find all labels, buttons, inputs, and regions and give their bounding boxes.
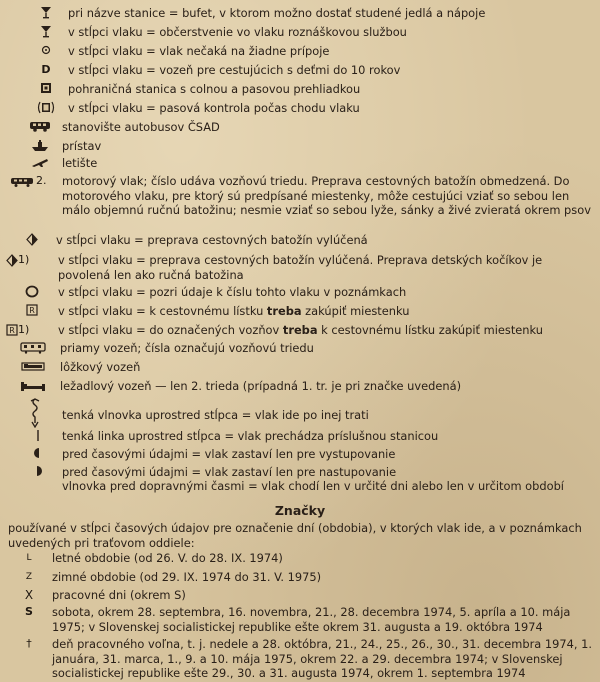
legend-text: pred časovými údajmi = vlak zastaví len pre vystupovanie: [62, 447, 396, 461]
d-icon: D: [41, 63, 51, 76]
bus-icon: [18, 120, 62, 133]
legend-text: stanovište autobusov ČSAD: [62, 120, 220, 134]
half-dot-left-icon: [16, 465, 60, 477]
glass-icon: [24, 6, 68, 19]
half-dot-right-icon: [16, 447, 60, 459]
footnote-marker: 1): [18, 253, 30, 266]
railcar-class-label: 2.: [36, 174, 47, 187]
day-mark-symbol: Z: [25, 572, 33, 582]
passport-icon: [24, 101, 68, 114]
legend-text: v stĺpci vlaku = občerstvenie vo vlaku roznáškovou službou: [68, 25, 407, 39]
legend-text: tenká linka uprostred stĺpca = vlak prechádza príslušnou stanicou: [62, 429, 439, 443]
sleeper-icon: [8, 360, 58, 373]
section-heading: Značky: [274, 503, 326, 518]
diamond-icon: [10, 233, 54, 246]
customs-icon: [24, 82, 68, 94]
railcar-icon: [10, 174, 62, 188]
r-box-icon: [10, 304, 54, 316]
legend-text: vlnovka pred dopravnými časmi = vlak chodí len v určité dni alebo len v určitom období: [62, 479, 564, 493]
r-box-icon: [6, 323, 56, 337]
legend-text: priamy vozeň; čísla označujú vozňovú triedu: [60, 341, 314, 355]
legend-text: v stĺpci vlaku = k cestovnému lístku treba zakúpiť miestenku: [58, 304, 410, 318]
legend-text: tenká vlnovka uprostred stĺpca = vlak ide po inej trati: [62, 408, 369, 422]
legend-text: prístav: [62, 139, 102, 153]
legend-text: motorový vlak; číslo udáva vozňovú triedu. Preprava cestovných batožín obmedzená. Do motorového vlaku, pre ktorý sú predpísané miestenky, môže cestujúci vziať so sebou len málo objemnú ručnú batožinu; nesmie vziať so sebou lyže, sánky a živé zvieratá okrem psov: [62, 174, 591, 218]
footnote-marker: 1): [18, 323, 30, 336]
day-mark-symbol: L: [26, 553, 32, 563]
coach-icon: [8, 341, 58, 354]
legend-text: pred časovými údajmi = vlak zastaví len pre nastupovanie: [62, 465, 397, 479]
couchette-icon: [8, 379, 58, 392]
day-mark-text: sobota, okrem 28. septembra, 16. novembra, 21., 28. decembra 1974, 5. apríla a 10. mája 1975; v Slovenskej socialistickej republike ešte okrem 31. augusta a 19. októbra 1974: [52, 605, 571, 634]
ring-icon: [10, 285, 54, 298]
legend-text: ležadlový vozeň — len 2. trieda (prípadná 1. tr. je pri značke uvedená): [60, 379, 462, 393]
section-intro: používané v stĺpci časových údajov pre označenie dní (obdobia), v ktorých vlak ide, a v poznámkach uvedených pri traťovom oddiele:: [8, 521, 582, 550]
day-mark-text: pracovné dni (okrem S): [52, 588, 186, 602]
legend-text: letište: [62, 156, 98, 170]
diamond-icon: [6, 253, 56, 267]
ship-icon: [18, 139, 62, 152]
legend-text: pri názve stanice = bufet, v ktorom možno dostať studené jedlá a nápoje: [68, 6, 486, 20]
legend-text: v stĺpci vlaku = pasová kontrola počas chodu vlaku: [68, 101, 360, 115]
thin-line-icon: [16, 429, 60, 442]
wavy-line-icon: [10, 398, 60, 428]
legend-text: v stĺpci vlaku = do označených vozňov treba k cestovnému lístku zakúpiť miestenku: [58, 323, 543, 337]
legend-text: pohraničná stanica s colnou a pasovou prehliadkou: [68, 82, 361, 96]
svg-text:R: R: [29, 306, 35, 316]
legend-text: lôžkový vozeň: [60, 360, 141, 374]
day-mark-symbol: S: [25, 605, 33, 618]
legend-text: v stĺpci vlaku = vlak nečaká na žiadne prípoje: [68, 44, 330, 58]
svg-text:R: R: [9, 326, 15, 336]
legend-text: v stĺpci vlaku = pozri údaje k číslu tohto vlaku v poznámkach: [58, 285, 407, 299]
day-mark-text: letné obdobie (od 26. V. do 28. IX. 1974): [52, 551, 283, 565]
legend-text: v stĺpci vlaku = preprava cestovných batožín vylúčená: [56, 233, 368, 247]
glass-icon: [24, 25, 68, 38]
circle-dot-icon: [24, 44, 68, 56]
plane-icon: [18, 156, 62, 169]
day-mark-text: deň pracovného voľna, t. j. nedele a 28. októbra, 21., 24., 25., 26., 30., 31. decembra 1974, 1. januára, 31. marca, 1., 9. a 10. mája 1975, okrem 22. a 29. decembra 1974; v Slovenskej socialistickej republike ešte 29., 30. a 31. augusta 1974, okrem 1. septembra 1974: [52, 637, 592, 681]
legend-text: v stĺpci vlaku = vozeň pre cestujúcich s deťmi do 10 rokov: [68, 63, 401, 77]
day-mark-symbol: †: [26, 637, 32, 650]
day-mark-symbol: X: [24, 588, 34, 602]
day-mark-text: zimné obdobie (od 29. IX. 1974 do 31. V. 1975): [52, 570, 322, 584]
legend-text: v stĺpci vlaku = preprava cestovných batožín vylúčená. Preprava detských kočíkov je povolená len ako ručná batožina: [58, 253, 543, 282]
